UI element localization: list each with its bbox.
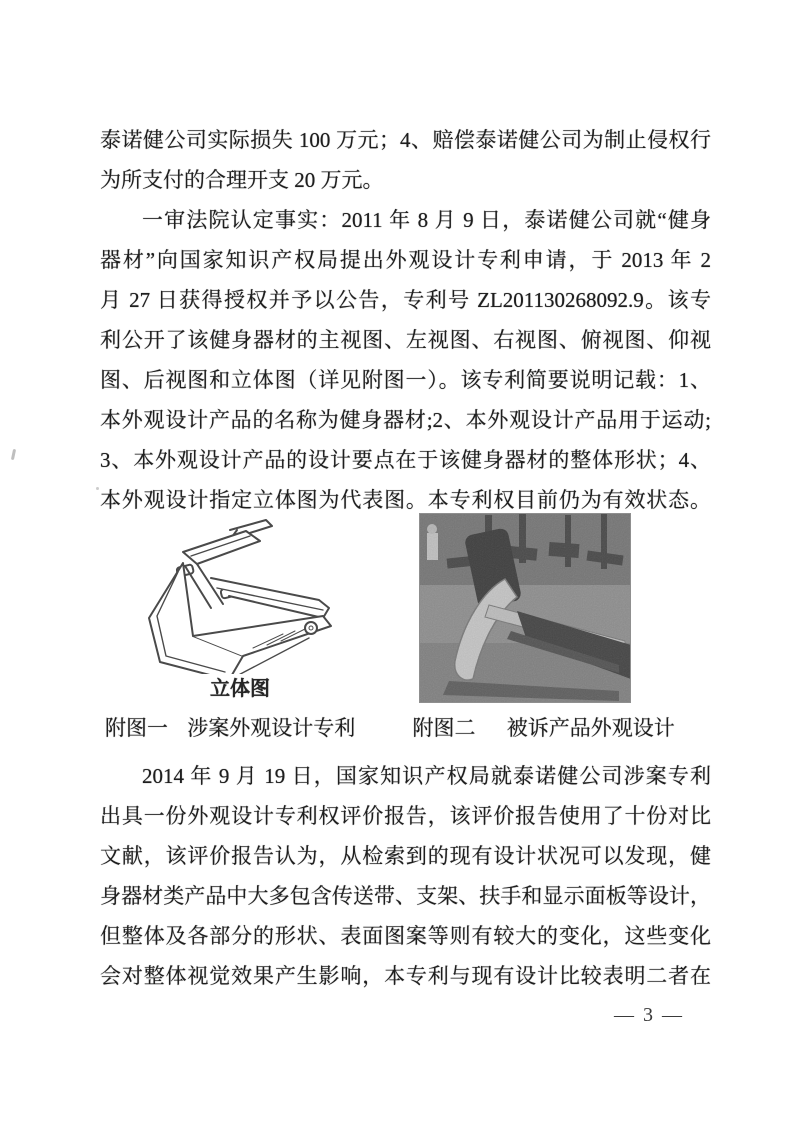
body-text-line: 器材”向国家知识产权局提出外观设计专利申请，于 2013 年 2 [100, 248, 711, 272]
body-text-line: 会对整体视觉效果产生影响，本专利与现有设计比较表明二者在 [100, 964, 711, 988]
body-text-line: 但整体及各部分的形状、表面图案等则有较大的变化，这些变化 [100, 924, 711, 948]
figure-captions-row [100, 712, 711, 744]
body-text-line: 一审法院认定事实：2011 年 8 月 9 日，泰诺健公司就“健身 [142, 208, 711, 232]
body-text-line: 月 27 日获得授权并予以公告，专利号 ZL201130268092.9。该专 [100, 288, 711, 312]
body-text-line: 3、本外观设计产品的设计要点在于该健身器材的整体形状；4、 [100, 448, 711, 472]
body-text-line: 出具一份外观设计专利权评价报告，该评价报告使用了十份对比 [100, 804, 711, 828]
patent-perspective-drawing [133, 516, 338, 674]
body-text-upper [100, 120, 711, 520]
figure1-caption: 涉案外观设计专利 [187, 716, 356, 740]
body-text-line: 为所支付的合理开支 20 万元。 [100, 168, 384, 192]
body-text-line: 利公开了该健身器材的主视图、左视图、右视图、俯视图、仰视 [100, 328, 711, 352]
body-text-line: 本外观设计指定立体图为代表图。本专利权目前仍为有效状态。 [100, 488, 711, 512]
body-text-line: 本外观设计产品的名称为健身器材;2、本外观设计产品用于运动; [100, 408, 711, 432]
figure1-label: 附图一 [105, 716, 168, 740]
figure2-label: 附图二 [412, 716, 476, 740]
scan-artifact [11, 449, 16, 460]
body-text-line: 图、后视图和立体图（详见附图一）。该专利简要说明记载：1、 [100, 368, 711, 392]
body-text-line: 泰诺健公司实际损失 100 万元；4、赔偿泰诺健公司为制止侵权行 [100, 128, 711, 152]
body-text-line: 文献，该评价报告认为，从检索到的现有设计状况可以发现，健 [100, 844, 711, 868]
scan-artifact [96, 487, 99, 490]
body-text-line: 身器材类产品中大多包含传送带、支架、扶手和显示面板等设计， [100, 884, 711, 908]
figure2-caption: 被诉产品外观设计 [506, 716, 675, 740]
figure1-inner-caption: 立体图 [210, 678, 270, 700]
accused-product-photo [419, 513, 631, 703]
page-number: — 3 — [614, 1004, 684, 1026]
body-text-lower [100, 756, 711, 996]
body-text-line: 2014 年 9 月 19 日，国家知识产权局就泰诺健公司涉案专利 [142, 764, 711, 788]
